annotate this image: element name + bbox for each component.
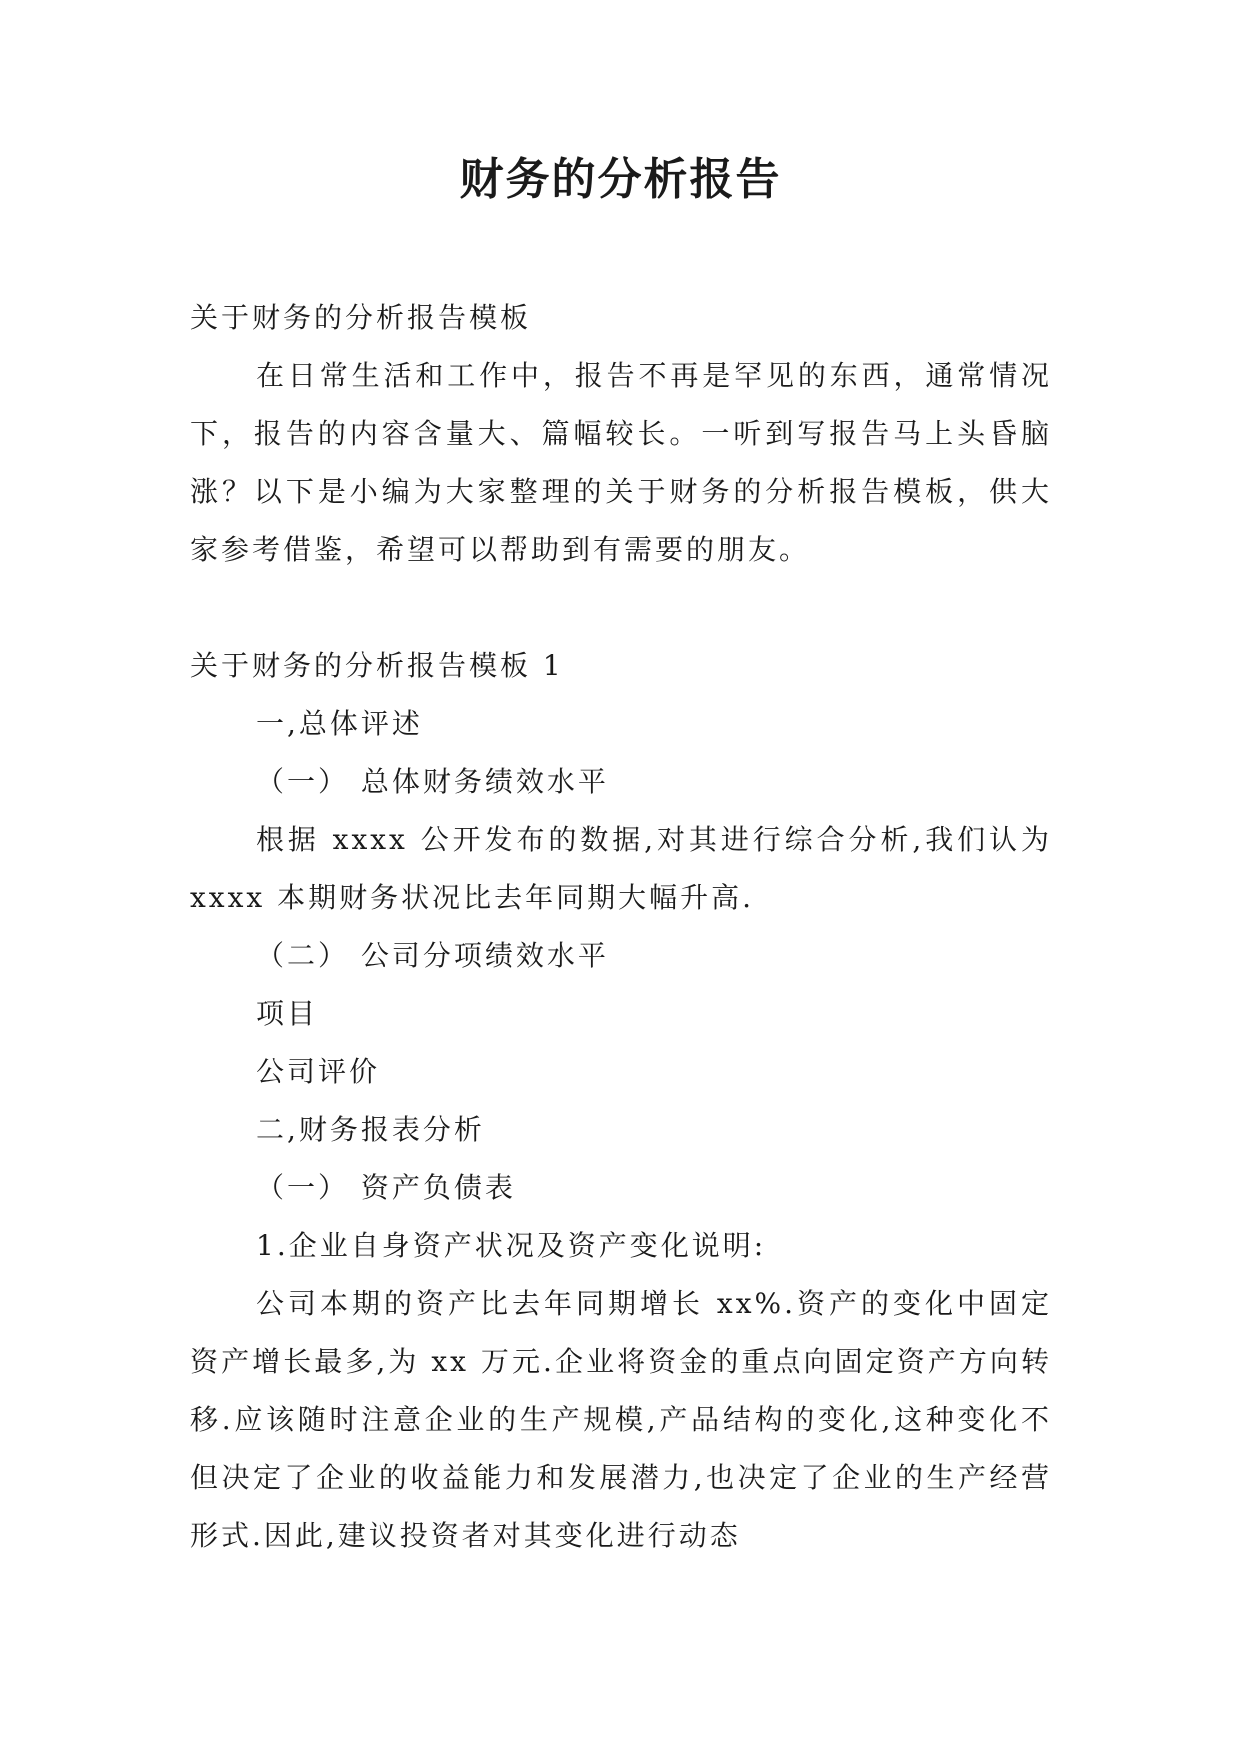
document-title: 财务的分析报告: [459, 154, 782, 205]
subsection-heading: （一） 资产负债表: [256, 1171, 516, 1204]
intro-paragraph: 在日常生活和工作中，报告不再是罕见的东西，通常情况下，报告的内容含量大、篇幅较长。一听到写报告马上头昏脑涨？以下是小编为大家整理的关于财务的分析报告模板，供大家参考借鉴，希望可以帮助到有需要的朋友。: [190, 359, 1052, 566]
subsection-heading: （一） 总体财务绩效水平: [256, 765, 609, 798]
section-heading: 关于财务的分析报告模板: [190, 301, 532, 334]
section-two-heading: 二,财务报表分析: [256, 1113, 485, 1146]
asset-analysis-paragraph: 公司本期的资产比去年同期增长 xx%.资产的变化中固定资产增长最多,为 xx 万元.企业将资金的重点向固定资产方向转移.应该随时注意企业的生产规模,产品结构的变化,这种变化不但决定了企业的收益能力和发展潜力,也决定了企业的生产经营形式.因此,建议投资者对其变化进行动态: [190, 1287, 1052, 1552]
numbered-item: 1.企业自身资产状况及资产变化说明:: [256, 1229, 767, 1262]
analysis-paragraph: 根据 xxxx 公开发布的数据,对其进行综合分析,我们认为 xxxx 本期财务状况比去年同期大幅升高.: [190, 823, 1052, 914]
item-label: 公司评价: [256, 1055, 381, 1088]
section-one-heading: 一,总体评述: [256, 707, 423, 740]
template-heading: 关于财务的分析报告模板 1: [190, 649, 564, 682]
document-body: [190, 289, 1052, 1565]
paragraph-spacer: [190, 579, 1052, 637]
item-label: 项目: [256, 997, 319, 1030]
subsection-heading: （二） 公司分项绩效水平: [256, 939, 609, 972]
